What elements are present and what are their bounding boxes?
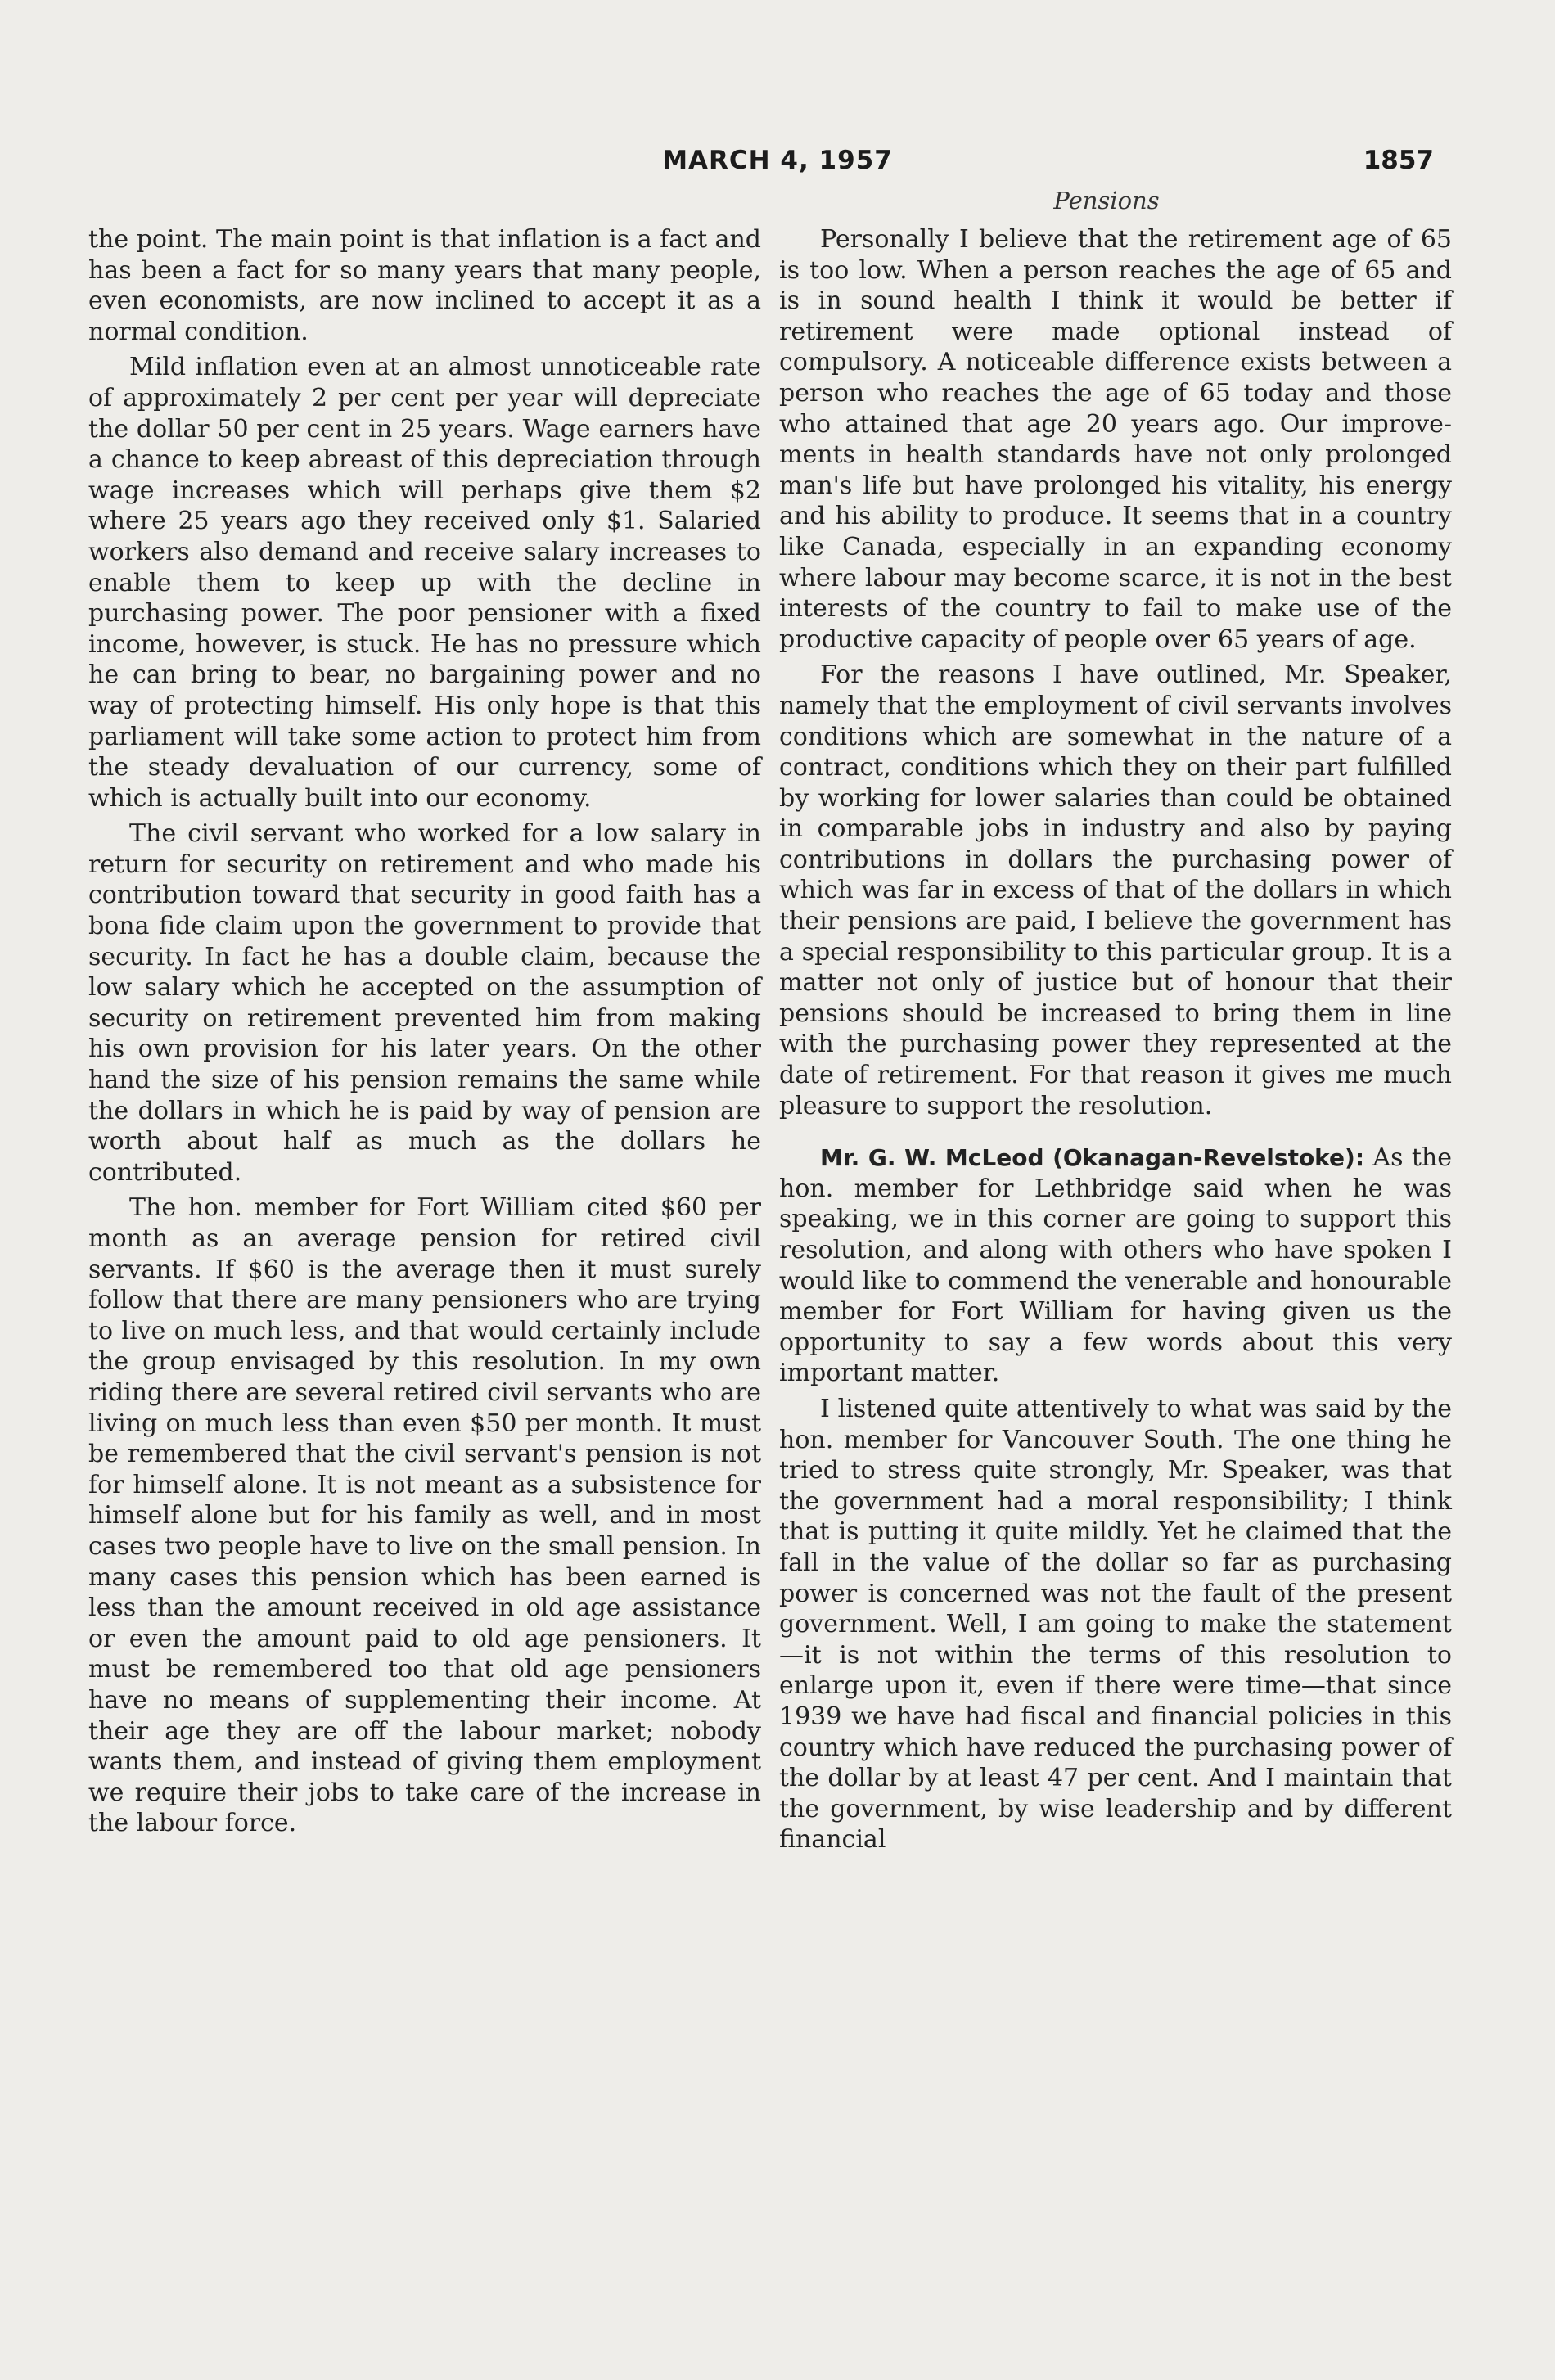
paragraph: For the reasons I have outlined, Mr. Speaker, namely that the employment of civil servants involves conditions which are somewhat in the nature of a contract, conditions which they on their part fulfilled by working for lower salaries than could be obtained in comparable jobs in industry and also by paying contributions in dollars the purchasing power of which was far in excess of that of the dollars in which their pensions are paid, I believe the government has a special responsibility to this particular group. It is a matter not only of justice but of honour that their pensions should be increased to bring them in line with the purchasing power they represented at the date of retirement. For that reason it gives me much pleasure to support the resolution. [779,660,1452,1120]
paragraph: The civil servant who worked for a low salary in return for security on retirement and who made his contribution toward that security in good faith has a bona fide claim upon the government to provide that security. In fact he has a double claim, because the low salary which he accepted on the assumption of security on retirement prevented him from making his own provision for his later years. On the other hand the size of his pension remains the same while the dollars in which he is paid by way of pension are worth about half as much as the dollars he contributed. [88,819,761,1187]
paragraph: Mild inflation even at an almost unnoticeable rate of approximately 2 per cent per year will depreciate the dollar 50 per cent in 25 years. Wage earners have a chance to keep abreast of this depreciation through wage increases which will perhaps give them $2 where 25 years ago they received only $1. Salaried workers also demand and receive salary increases to enable them to keep up with the decline in purchasing power. The poor pensioner with a fixed income, however, is stuck. He has no pressure which he can bring to bear, no bargaining power and no way of protecting himself. His only hope is that this parliament will take some action to protect him from the steady devaluation of our currency, some of which is actually built into our economy. [88,353,761,813]
speech-paragraph [779,1143,1452,1389]
section-title: Pensions [1053,187,1160,214]
paragraph: the point. The main point is that inflation is a fact and has been a fact for so many years that many people, even economists, are now inclined to accept it as a normal condition. [88,225,761,346]
speaker-name: Mr. G. W. McLeod (Okanagan-Revelstoke): [820,1144,1365,1172]
left-column [88,224,761,1844]
page-number: 1857 [1363,146,1434,175]
right-column [779,224,1452,1860]
paragraph: The hon. member for Fort William cited $60 per month as an average pension for retired civil servants. If $60 is the average then it must surely follow that there are many pensioners who are trying to live on much less, and that would certainly include the group envisaged by this resolution. In my own riding there are several retired civil servants who are living on much less than even $50 per month. It must be remembered that the civil servant's pension is not for himself alone. It is not meant as a subsistence for himself alone but for his family as well, and in most cases two people have to live on the small pension. In many cases this pension which has been earned is less than the amount received in old age assistance or even the amount paid to old age pensioners. It must be remembered too that old age pensioners have no means of supplementing their income. At their age they are off the labour market; nobody wants them, and instead of giving them employment we require their jobs to take care of the increase in the labour force. [88,1193,761,1838]
speech-text: As the hon. member for Lethbridge said when he was speaking, we in this corner are going to support this resolution, and along with others who have spoken I would like to commend the venerable and honourable member for Fort William for having given us the opportunity to say a few words about this very important matter. [779,1143,1452,1388]
paragraph: I listened quite attentively to what was said by the hon. member for Vancouver South. The one thing he tried to stress quite strongly, Mr. Speaker, was that the government had a moral responsibility; I think that is putting it quite mildly. Yet he claimed that the fall in the value of the dollar so far as purchasing power is concerned was not the fault of the present government. Well, I am going to make the statement—it is not within the terms of this resolution to enlarge upon it, even if there were time—that since 1939 we have had fiscal and financial policies in this country which have reduced the purchasing power of the dollar by at least 47 per cent. And I maintain that the government, by wise leadership and by different financial [779,1394,1452,1855]
paragraph: Personally I believe that the retirement age of 65 is too low. When a person reaches the age of 65 and is in sound health I think it would be better if retirement were made optional instead of compulsory. A noticeable difference exists between a person who reaches the age of 65 today and those who attained that age 20 years ago. Our improvements in health standards have not only prolonged man's life but have prolonged his vitality, his energy and his ability to produce. It seems that in a country like Canada, especially in an expanding economy where labour may become scarce, it is not in the best interests of the country to fail to make use of the productive capacity of people over 65 years of age. [779,225,1452,654]
running-head [0,146,1555,185]
page-date: MARCH 4, 1957 [662,146,893,175]
